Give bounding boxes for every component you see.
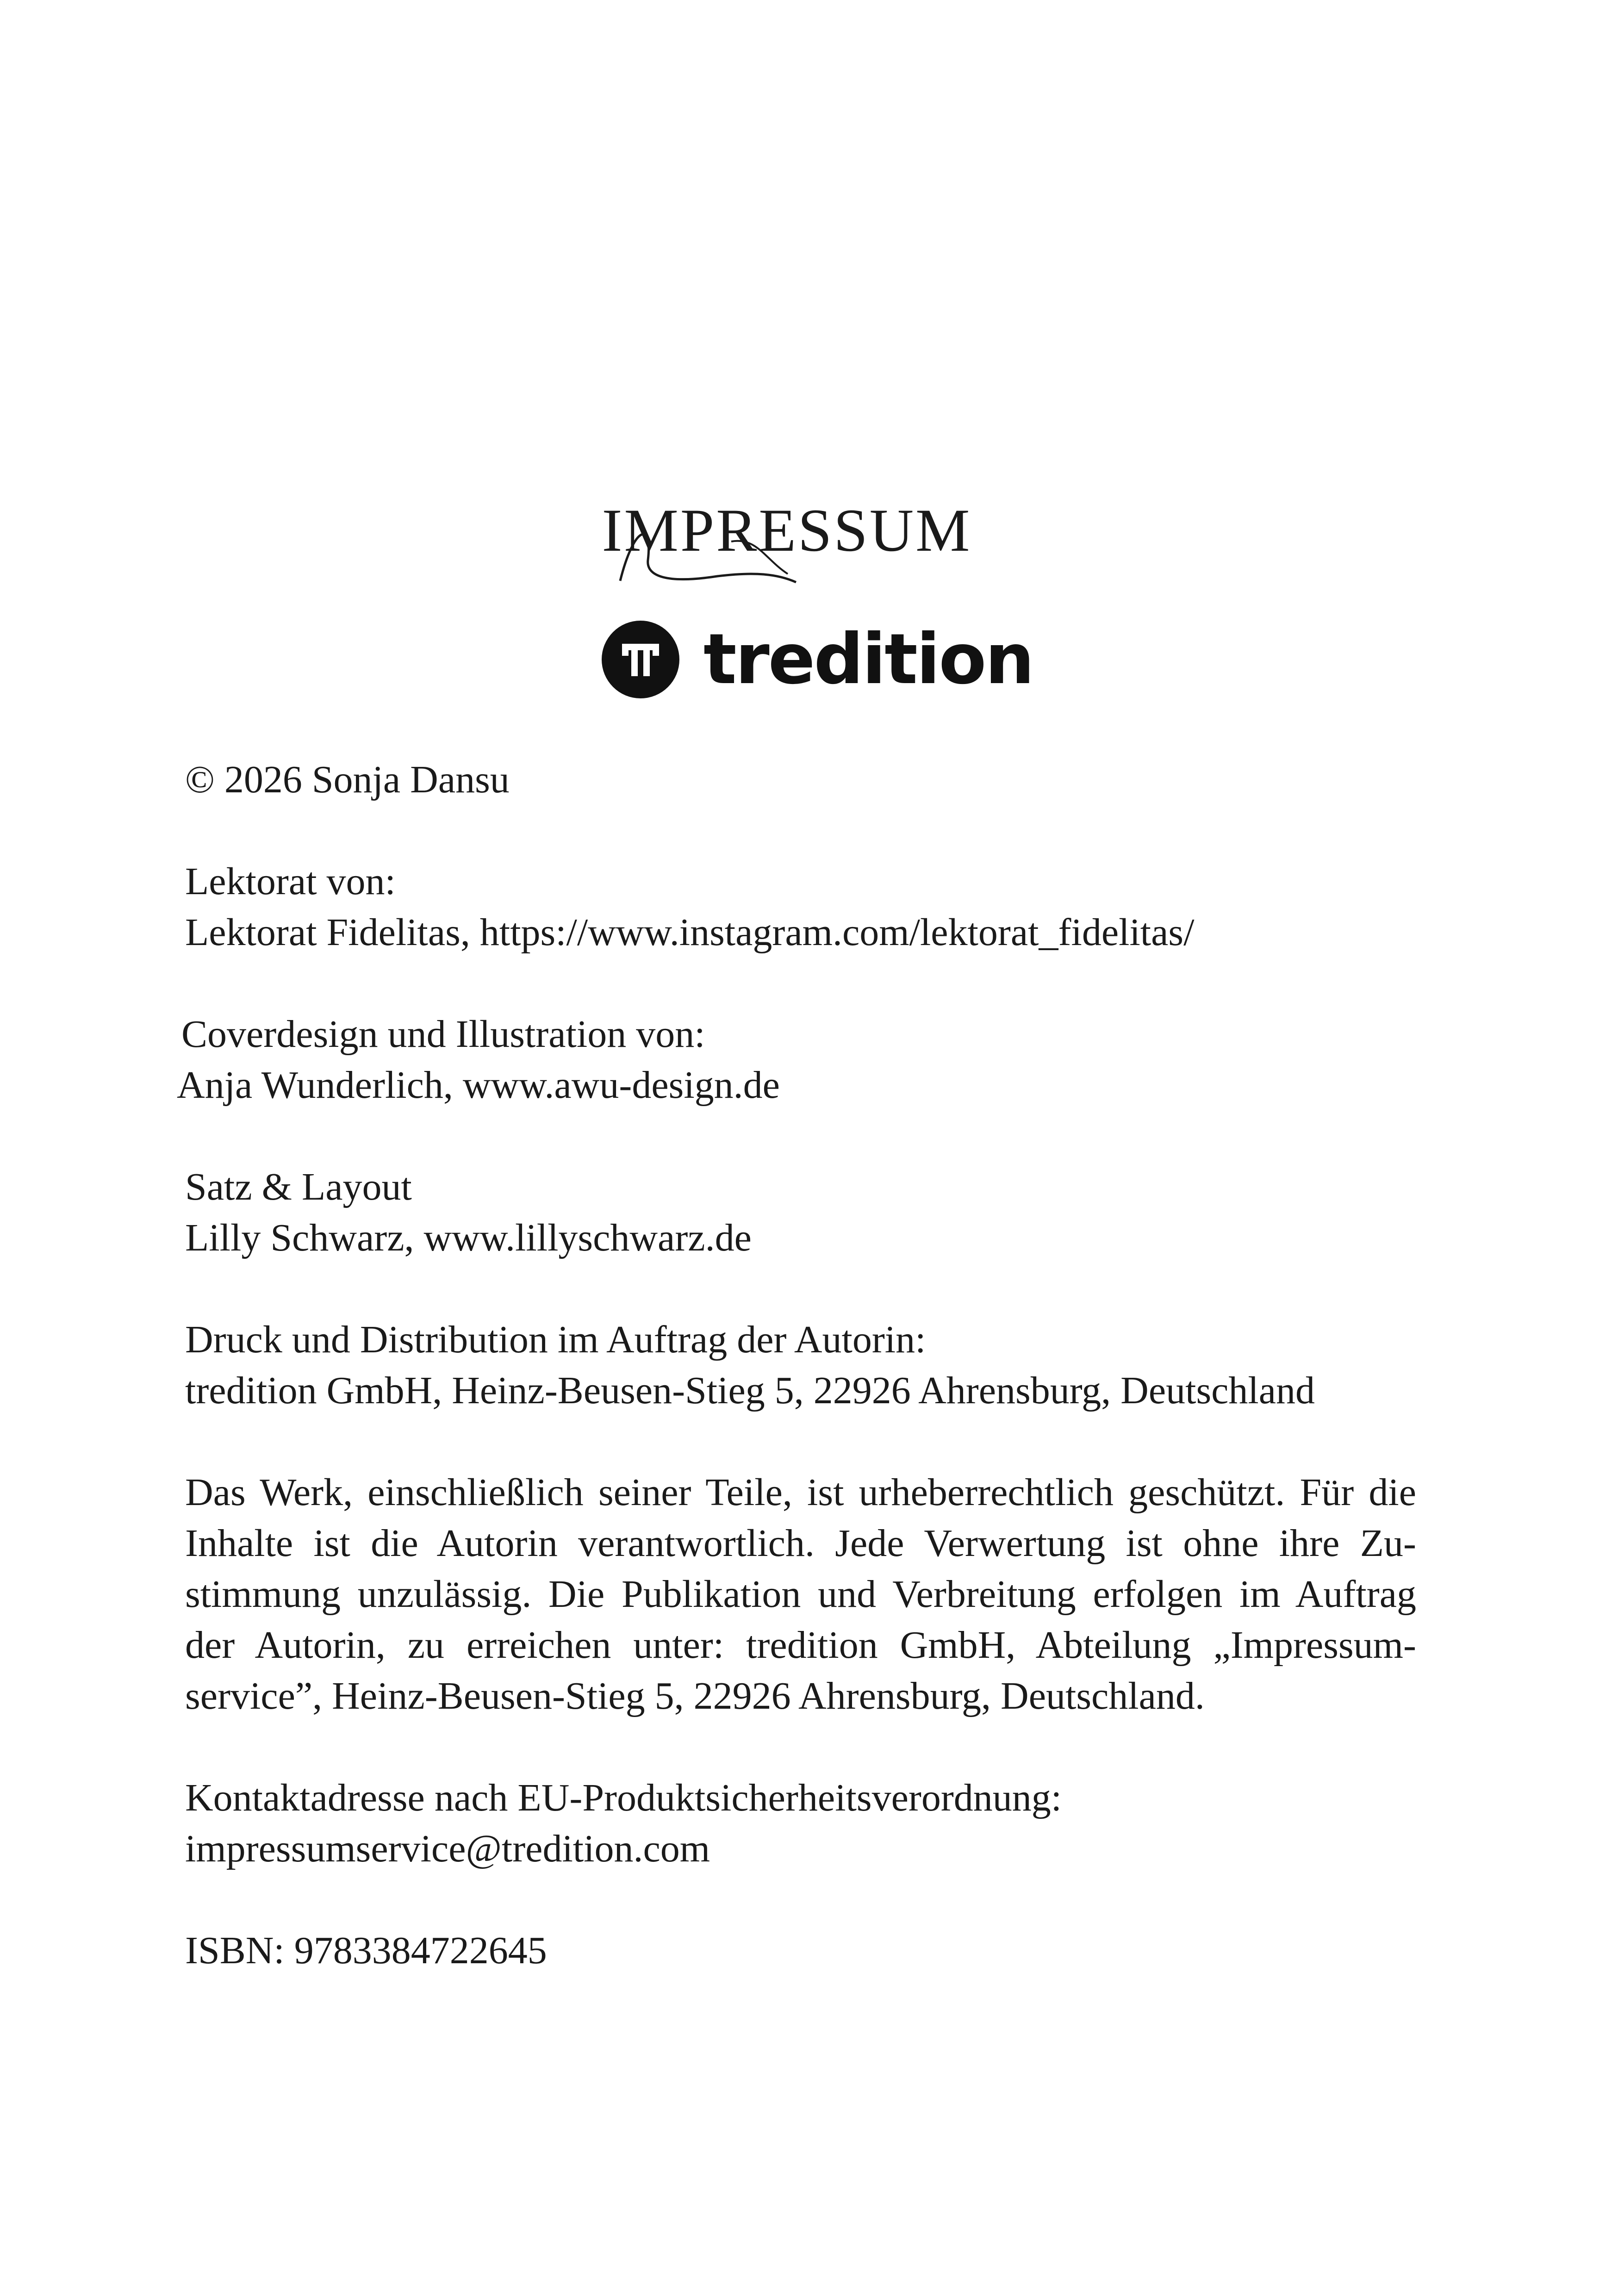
publisher-logo	[602, 616, 1033, 703]
legal-notice-line: service”, Heinz-Beusen-Stieg 5, 22926 Ahrensburg, Deutschland.	[185, 1674, 1205, 1717]
typesetting-value: Lilly Schwarz, www.lillyschwarz.de	[185, 1216, 752, 1259]
contact-label: Kontaktadresse nach EU-Produktsicherheitsverordnung:	[185, 1776, 1062, 1819]
cover-credit	[177, 1009, 1416, 1111]
isbn-block	[185, 1925, 1416, 1976]
tredition-logo-icon	[602, 621, 679, 698]
editing-value: Lektorat Fidelitas, https://www.instagram.com/lektorat_fidelitas/	[185, 911, 1195, 954]
page-title	[579, 481, 995, 602]
copyright-block	[185, 754, 1416, 805]
cover-value: Anja Wunderlich, www.awu-design.de	[177, 1064, 780, 1107]
printing-label: Druck und Distribution im Auftrag der Autorin:	[185, 1318, 926, 1361]
legal-notice-line: der Autorin, zu erreichen unter: tredition GmbH, Abteilung „Impressum-	[185, 1624, 1416, 1667]
copyright-notice: © 2026 Sonja Dansu	[185, 758, 510, 801]
publisher-wordmark: tredition	[703, 619, 1033, 700]
typesetting-label: Satz & Layout	[185, 1165, 412, 1208]
printing-credit	[185, 1314, 1416, 1416]
contact-block	[185, 1773, 1416, 1874]
editing-label: Lektorat von:	[185, 860, 396, 903]
page-title-graphic	[579, 481, 995, 602]
page-title-text: IMPRESSUM	[602, 496, 972, 564]
legal-notice-line: Inhalte ist die Autorin verantwortlich. Jede Verwertung ist ohne ihre Zu-	[185, 1522, 1416, 1565]
legal-notice	[185, 1467, 1416, 1722]
typesetting-credit	[185, 1162, 1416, 1263]
legal-notice-line: Das Werk, einschließlich seiner Teile, ist urheberrechtlich geschützt. Für die	[185, 1471, 1416, 1514]
printing-value: tredition GmbH, Heinz-Beusen-Stieg 5, 22926 Ahrensburg, Deutschland	[185, 1369, 1315, 1412]
imprint-content	[177, 754, 1416, 1976]
editing-credit	[185, 856, 1416, 958]
legal-notice-line: stimmung unzulässig. Die Publikation und Verbreitung erfolgen im Auftrag	[185, 1573, 1416, 1616]
isbn: ISBN: 9783384722645	[185, 1929, 547, 1972]
contact-email: impressumservice@tredition.com	[185, 1827, 710, 1870]
cover-label: Coverdesign und Illustration von:	[181, 1013, 705, 1056]
